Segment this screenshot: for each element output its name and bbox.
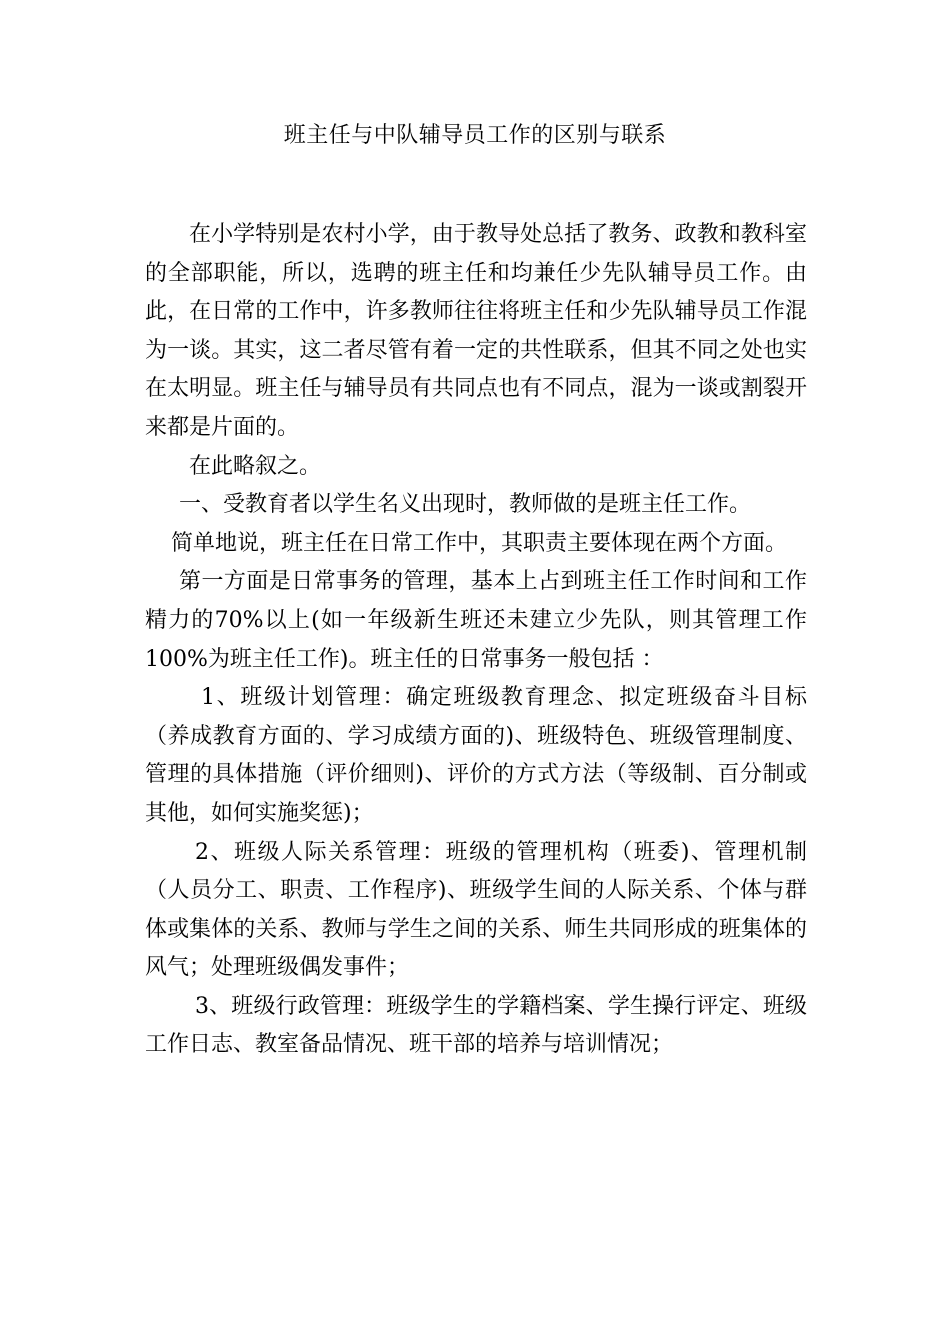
paragraph-item-2: 2、班级人际关系管理：班级的管理机构（班委)、管理机制（人员分工、职责、工作程序)、班级学生间的人际关系、个体与群体或集体的关系、教师与学生之间的关系、师生共同形成的班集体的风气；处理班级偶发事件；: [145, 839, 807, 981]
document-title: 班主任与中队辅导员工作的区别与联系: [283, 123, 667, 148]
document-body: [145, 216, 807, 1065]
paragraph-intro: 在小学特别是农村小学，由于教导处总括了教务、政教和教科室的全部职能，所以，选聘的班主任和均兼任少先队辅导员工作。由此，在日常的工作中，许多教师往往将班主任和少先队辅导员工作混为一谈。其实，这二者尽管有着一定的共性联系，但其不同之处也实在太明显。班主任与辅导员有共同点也有不同点，混为一谈或割裂开来都是片面的。: [145, 222, 807, 440]
paragraph-item-1: 1、班级计划管理：确定班级教育理念、拟定班级奋斗目标（养成教育方面的、学习成绩方面的)、班级特色、班级管理制度、管理的具体措施（评价细则)、评价的方式方法（等级制、百分制或其他，如何实施奖惩)；: [145, 685, 807, 826]
paragraph-section-one: 一、受教育者以学生名义出现时，教师做的是班主任工作。: [179, 492, 752, 518]
paragraph-summary: 简单地说，班主任在日常工作中，其职责主要体现在两个方面。: [171, 530, 788, 556]
paragraph-brief: 在此略叙之。: [189, 453, 322, 479]
paragraph-item-3: 3、班级行政管理：班级学生的学籍档案、学生操行评定、班级工作日志、教室备品情况、班干部的培养与培训情况；: [145, 993, 807, 1058]
paragraph-first-aspect: 第一方面是日常事务的管理，基本上占到班主任工作时间和工作精力的70%以上(如一年级新生班还未建立少先队，则其管理工作100%为班主任工作)。班主任的日常事务一般包括 ：: [145, 569, 807, 672]
